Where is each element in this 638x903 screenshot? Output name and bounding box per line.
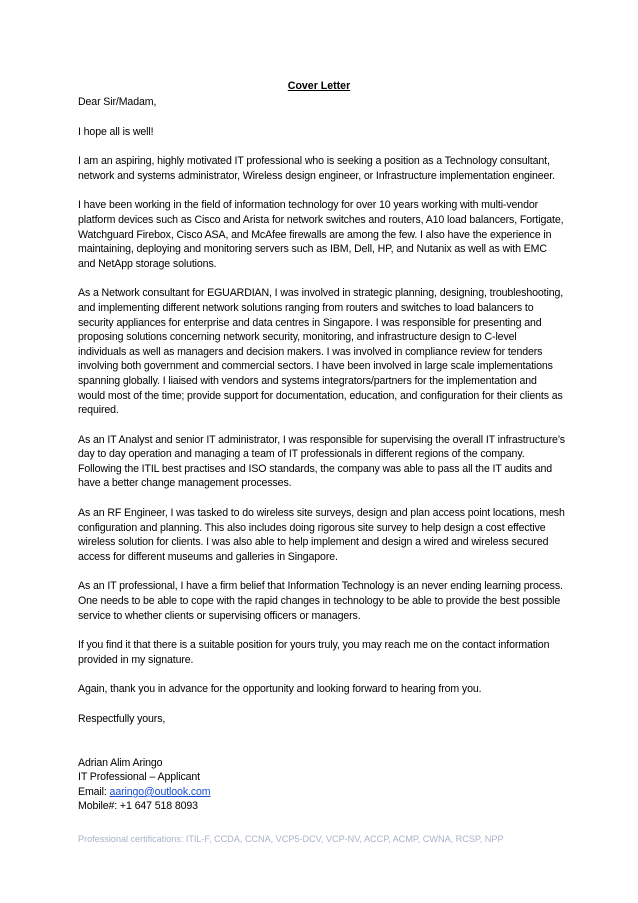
signature-block [78,756,566,814]
letter-body [78,95,566,814]
email-link[interactable]: aaringo@outlook.com [109,785,211,798]
footer-certifications: Professional certifications: ITIL-F, CCDA, CCNA, VCP5-DCV, VCP-NV, ACCP, ACMP, CWNA, RCSP, NPP [78,834,504,844]
signature-role: IT Professional – Applicant [78,771,200,784]
paragraph-objective: I am an aspiring, highly motivated IT professional who is seeking a position as a Technology consultant, network and systems administrator, Wireless design engineer, or Infrastructure implementation engineer. [78,155,555,182]
paragraph-it-analyst: As an IT Analyst and senior IT administrator, I was responsible for supervising the overall IT infrastructure’s day to day operation and managing a team of IT professionals in different regions of the company. Following the ITIL best practises and ISO standards, the company was able to pass all the IT audits and have a better change management processes. [78,433,565,490]
paragraph-it-professional: As an IT professional, I have a firm belief that Information Technology is an never ending learning process. One needs to be able to cope with the rapid changes in technology to be able to provide the best possible service to whether clients or supervising officers or managers. [78,580,563,622]
document-title: Cover Letter [287,80,351,92]
signature-mobile-line [78,799,566,814]
paragraph-thanks: Again, thank you in advance for the opportunity and looking forward to hearing from you. [78,683,482,696]
paragraph-rf-engineer: As an RF Engineer, I was tasked to do wireless site surveys, design and plan access point locations, mesh configuration and planning. This also includes doing rigorous site survey to help design a cost effective wireless solution for clients. I was also able to help implement and design a wired and wireless secured access for different museums and galleries in Singapore. [78,507,565,563]
mobile-label: Mobile#: [78,800,120,813]
email-label: Email: [78,785,110,798]
paragraph-experience: I have been working in the field of information technology for over 10 years working with multi-vendor platform devices such as Cisco and Arista for network switches and routers, A10 load balancers, Fortigate, Watchguard Firebox, Cisco ASA, and McAfee firewalls are among the few. I also have the experience in maintaining, deploying and monitoring servers such as IBM, Dell, HP, and Nutanix as well as with EMC and NetApp storage solutions. [78,199,564,270]
signature-email-line [78,785,566,800]
greeting: Dear Sir/Madam, [78,96,157,108]
paragraph-opening: I hope all is well! [78,125,154,138]
mobile-number: +1 647 518 8093 [119,800,198,813]
paragraph-contact: If you find it that there is a suitable position for yours truly, you may reach me on the contact information provided in my signature. [78,639,550,666]
closing: Respectfully yours, [78,713,166,725]
paragraph-network-consultant: As a Network consultant for EGUARDIAN, I was involved in strategic planning, designing, troubleshooting, and implementing different network solutions ranging from routers and switches to load balancers to security appliances for enterprise and data centres in Singapore. I was responsible for presenting and proposing solutions concerning network security, monitoring, and infrastructure design to C-level individuals as well as managers and decision makers. I was involved in compliance review for tenders involving both government and commercial sectors. I have been involved in large scale implementations spanning globally. I liaised with vendors and systems integrators/partners for the implementation and would most of the time; provide support for documentation, education, and configuration for their clients as required. [78,287,564,417]
signature-name: Adrian Alim Aringo [78,756,163,769]
